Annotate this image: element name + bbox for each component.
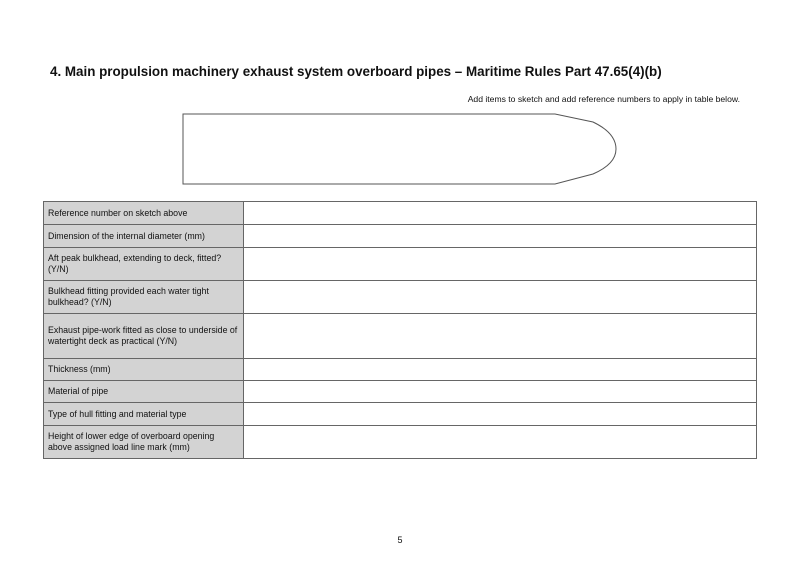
table-row bbox=[44, 359, 757, 381]
row-value-field[interactable] bbox=[244, 359, 757, 381]
row-value-field[interactable] bbox=[244, 426, 757, 459]
row-value-field[interactable] bbox=[244, 381, 757, 403]
row-label: Reference number on sketch above bbox=[44, 202, 244, 225]
row-value-field[interactable] bbox=[244, 281, 757, 314]
section-title: 4. Main propulsion machinery exhaust system overboard pipes – Maritime Rules Part 47.65(4)(b) bbox=[50, 64, 662, 79]
row-label: Thickness (mm) bbox=[44, 359, 244, 381]
table-row bbox=[44, 202, 757, 225]
row-label: Dimension of the internal diameter (mm) bbox=[44, 225, 244, 248]
row-label: Exhaust pipe-work fitted as close to underside of watertight deck as practical (Y/N) bbox=[44, 314, 244, 359]
row-value-field[interactable] bbox=[244, 202, 757, 225]
row-value-field[interactable] bbox=[244, 314, 757, 359]
table-row bbox=[44, 248, 757, 281]
row-label: Type of hull fitting and material type bbox=[44, 403, 244, 426]
table-row bbox=[44, 225, 757, 248]
row-label: Bulkhead fitting provided each water tight bulkhead? (Y/N) bbox=[44, 281, 244, 314]
table-row bbox=[44, 403, 757, 426]
sketch-instruction: Add items to sketch and add reference numbers to apply in table below. bbox=[467, 94, 740, 104]
exhaust-pipe-table bbox=[43, 201, 757, 459]
row-value-field[interactable] bbox=[244, 248, 757, 281]
table-row bbox=[44, 281, 757, 314]
table-row bbox=[44, 314, 757, 359]
row-label: Material of pipe bbox=[44, 381, 244, 403]
row-label: Aft peak bulkhead, extending to deck, fitted? (Y/N) bbox=[44, 248, 244, 281]
row-label: Height of lower edge of overboard opening above assigned load line mark (mm) bbox=[44, 426, 244, 459]
table-row bbox=[44, 381, 757, 403]
page-number: 5 bbox=[397, 535, 403, 545]
table-row bbox=[44, 426, 757, 459]
row-value-field[interactable] bbox=[244, 403, 757, 426]
row-value-field[interactable] bbox=[244, 225, 757, 248]
